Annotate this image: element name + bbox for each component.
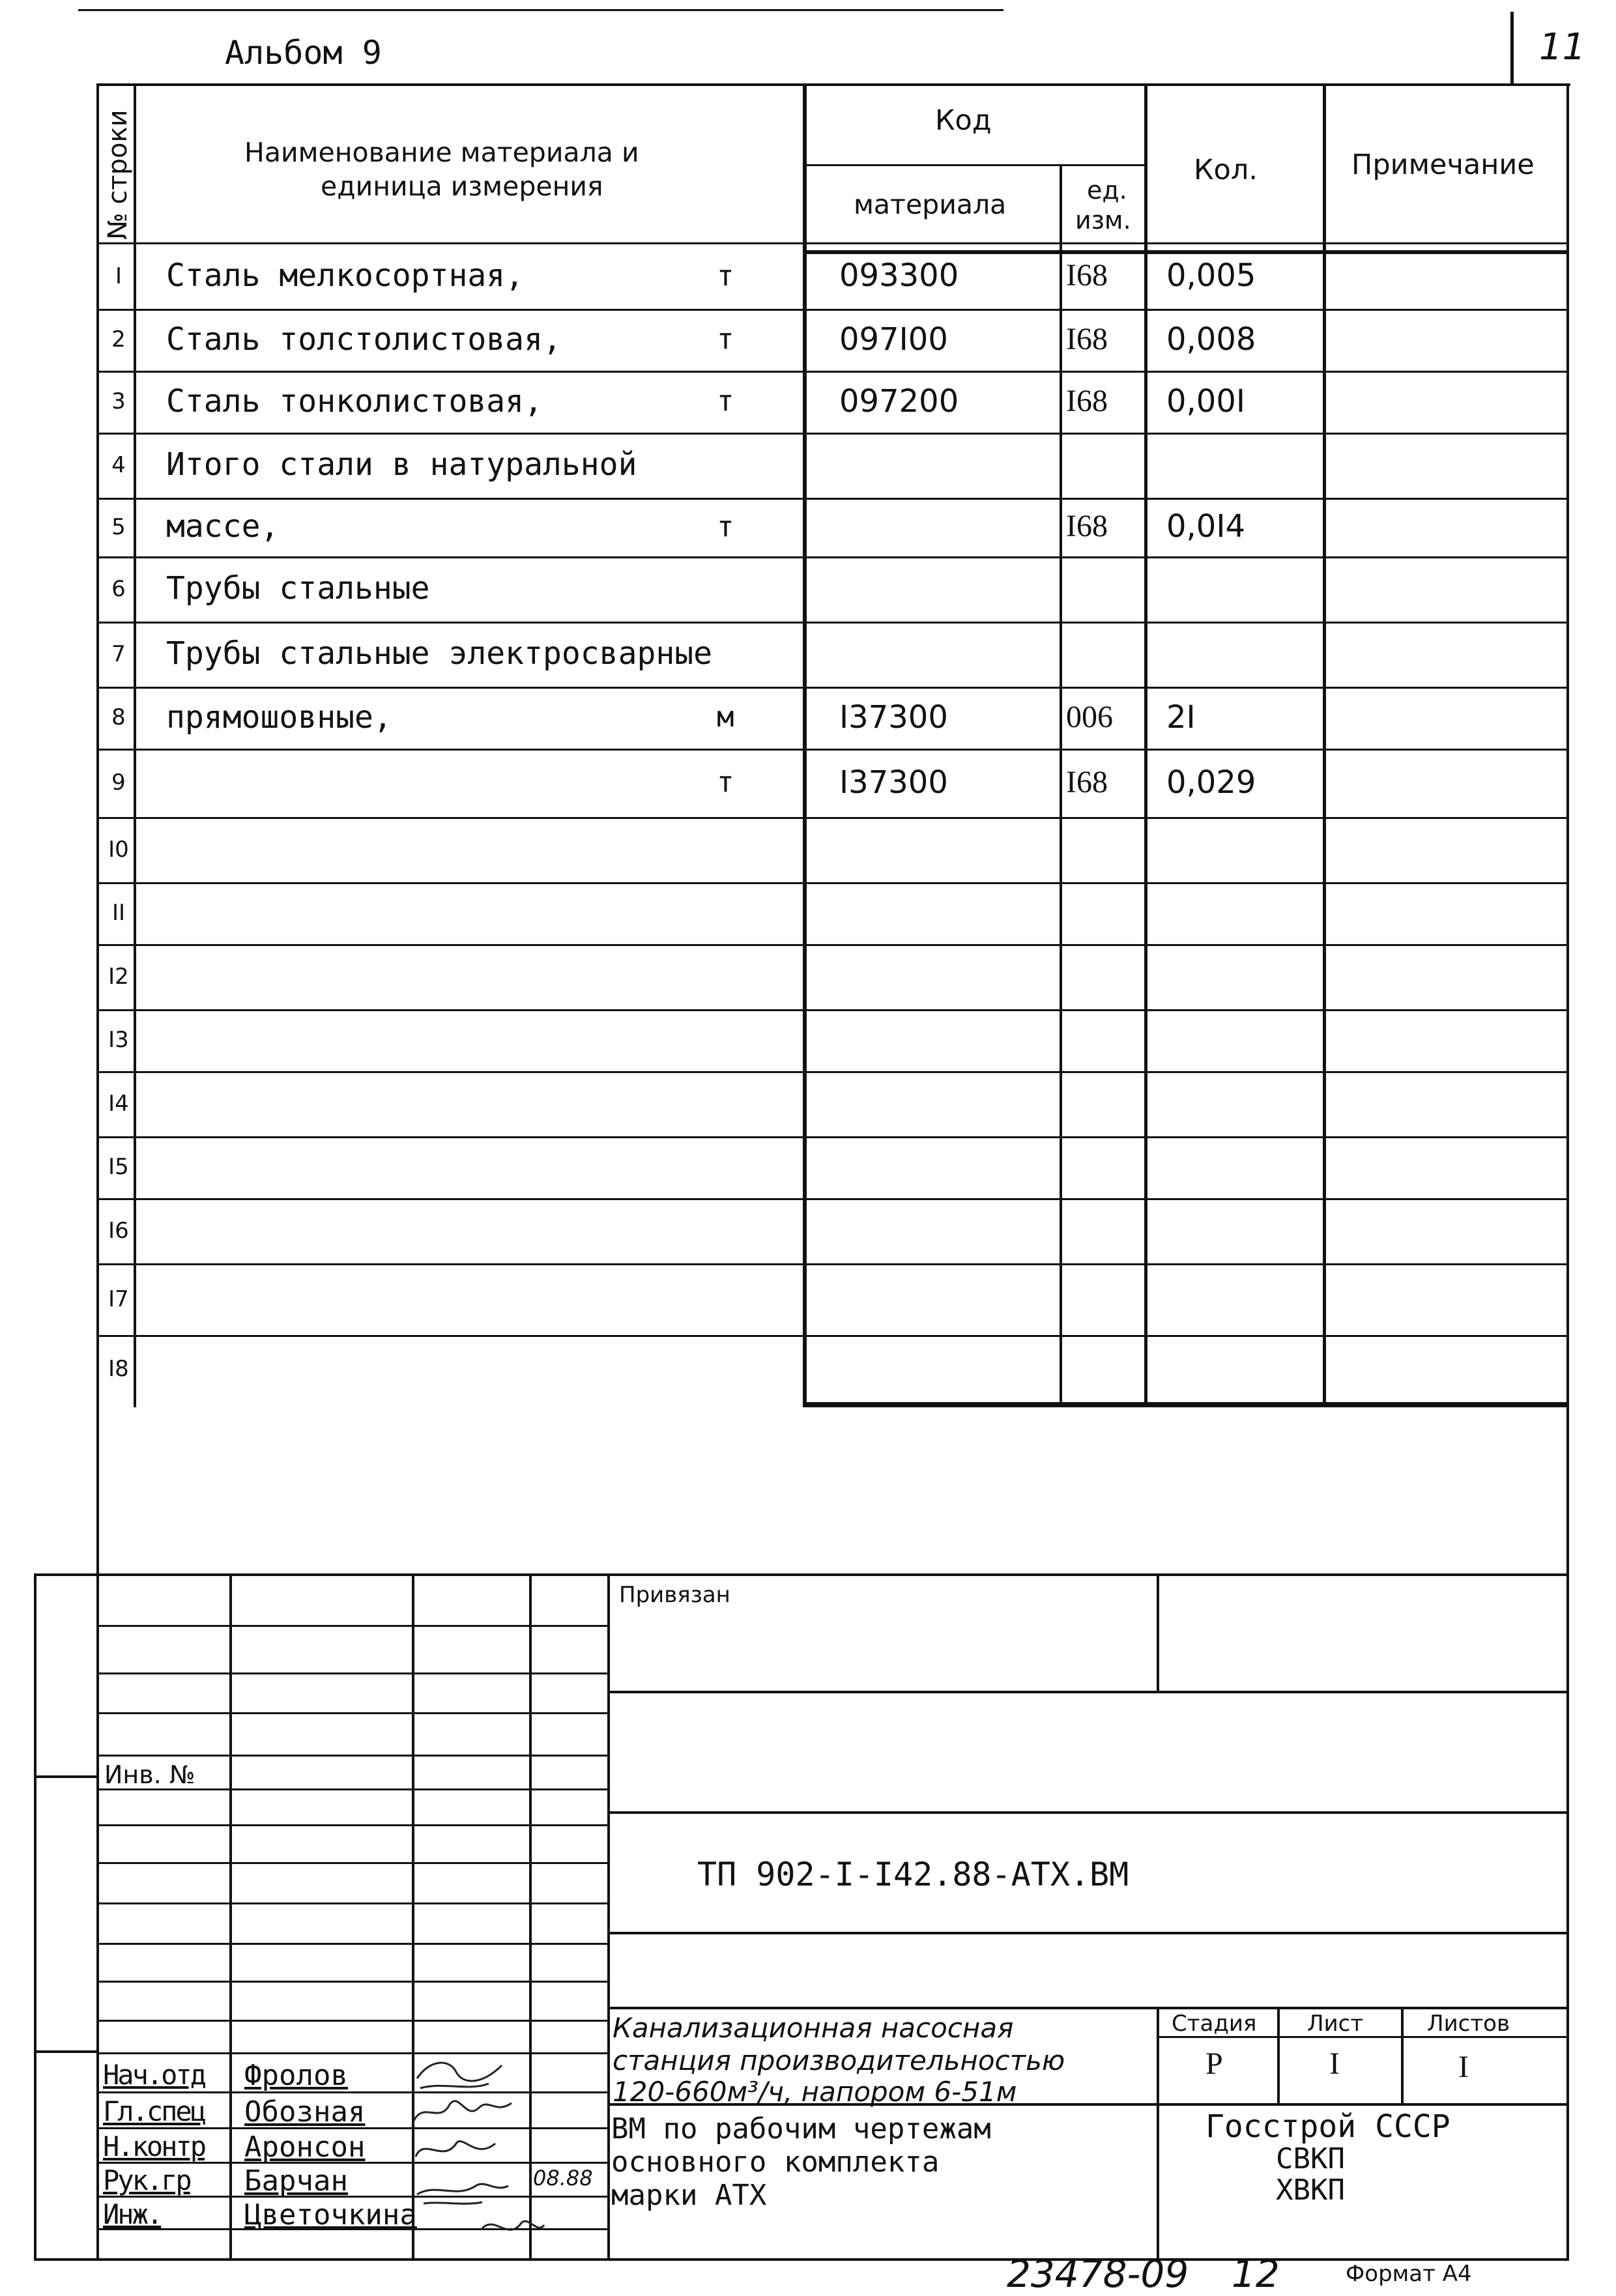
header-code: Код bbox=[935, 104, 992, 137]
row-number: 5 bbox=[111, 513, 126, 540]
sheet-label: Лист bbox=[1307, 2011, 1364, 2037]
sheets-value: I bbox=[1458, 2050, 1469, 2084]
material-name: Трубы стальные bbox=[166, 570, 430, 607]
row-number: I8 bbox=[108, 1356, 129, 1383]
format-label: Формат А4 bbox=[1346, 2261, 1472, 2287]
quantity: 0,0I4 bbox=[1166, 508, 1246, 545]
material-code: 097I00 bbox=[839, 321, 948, 358]
material-code: I37300 bbox=[839, 698, 948, 736]
material-name: массе, bbox=[166, 508, 280, 545]
row-number: 7 bbox=[111, 640, 126, 667]
quantity: 2I bbox=[1166, 698, 1196, 736]
material-code: I37300 bbox=[839, 764, 948, 801]
quantity: 0,005 bbox=[1166, 257, 1256, 294]
linked-label: Привязан bbox=[619, 1582, 730, 1608]
sheet-value: I bbox=[1329, 2046, 1340, 2081]
signer-role: Нач.отд bbox=[103, 2059, 205, 2091]
document-code: ТП 902-I-I42.88-АТХ.ВМ bbox=[697, 1856, 1129, 1893]
org-line-1: Госстрой СССР bbox=[1205, 2108, 1450, 2145]
row-number: I7 bbox=[108, 1285, 129, 1312]
row-number: II bbox=[111, 900, 126, 926]
desc-line-1: ВМ по рабочим чертежам bbox=[611, 2112, 991, 2145]
title-line-2: станция производительностью bbox=[613, 2045, 1065, 2076]
signer-name: Обозная bbox=[244, 2095, 366, 2129]
header-note: Примечание bbox=[1351, 149, 1535, 181]
header-qty: Кол. bbox=[1194, 154, 1258, 186]
signer-role: Рук.гр bbox=[103, 2164, 190, 2196]
desc-line-2: основного комплекта bbox=[611, 2145, 940, 2179]
unit-code: I68 bbox=[1066, 383, 1108, 418]
row-number: 9 bbox=[111, 769, 126, 796]
org-line-3: ХВКП bbox=[1276, 2174, 1345, 2207]
signer-name: Фролов bbox=[244, 2059, 348, 2092]
org-line-2: СВКП bbox=[1276, 2142, 1345, 2175]
stage-label: Стадия bbox=[1172, 2011, 1257, 2037]
inv-label: Инв. № bbox=[104, 1760, 195, 1789]
row-number: I5 bbox=[108, 1154, 129, 1181]
stage-value: Р bbox=[1205, 2046, 1223, 2081]
unit-code: I68 bbox=[1066, 321, 1108, 356]
row-number: I bbox=[115, 263, 123, 289]
unit-code: I68 bbox=[1066, 258, 1108, 293]
header-row-number: № строки bbox=[103, 109, 133, 240]
title-line-1: Канализационная насосная bbox=[613, 2012, 1014, 2044]
material-name: Итого стали в натуральной bbox=[166, 446, 637, 483]
material-name: прямошовные, bbox=[166, 698, 392, 736]
unit-code: I68 bbox=[1066, 509, 1108, 544]
quantity: 0,029 bbox=[1166, 764, 1256, 801]
row-number: I3 bbox=[108, 1027, 129, 1054]
row-number: 6 bbox=[111, 575, 126, 602]
sheets-label: Листов bbox=[1427, 2011, 1510, 2037]
row-number: 8 bbox=[111, 704, 126, 731]
signer-role: Инж. bbox=[103, 2198, 162, 2230]
material-name: Сталь толстолистовая, bbox=[166, 321, 562, 358]
album-label: Альбом 9 bbox=[225, 34, 382, 72]
unit: т bbox=[717, 384, 734, 418]
signer-name: Цветочкина bbox=[244, 2198, 417, 2231]
material-name: Сталь мелкосортная, bbox=[166, 257, 525, 294]
sign-date: 08.88 bbox=[533, 2166, 593, 2190]
signer-name: Аронсон bbox=[244, 2131, 366, 2164]
unit-code: I68 bbox=[1066, 764, 1108, 799]
unit: т bbox=[717, 509, 734, 543]
row-number: I4 bbox=[108, 1090, 129, 1117]
unit: т bbox=[717, 323, 734, 356]
row-number: I2 bbox=[108, 963, 129, 990]
row-number: 3 bbox=[111, 388, 126, 415]
material-name: Сталь тонколистовая, bbox=[166, 382, 543, 420]
signer-name: Барчан bbox=[244, 2164, 348, 2198]
unit: т bbox=[717, 259, 734, 293]
signatures-graphic bbox=[404, 2052, 547, 2254]
header-name-line2: единица измерения bbox=[321, 171, 603, 202]
footer-number: 23478-09 bbox=[1007, 2252, 1189, 2296]
header-code-material: материала bbox=[854, 189, 1007, 220]
material-code: 093300 bbox=[839, 257, 959, 294]
page-number: 11 bbox=[1539, 26, 1586, 68]
quantity: 0,008 bbox=[1166, 321, 1256, 358]
quantity: 0,00I bbox=[1166, 382, 1246, 420]
title-line-3: 120-660м³/ч, напором 6-51м bbox=[613, 2076, 1017, 2108]
unit-code: 006 bbox=[1066, 699, 1113, 734]
unit: м bbox=[717, 700, 734, 734]
header-code-unit-2: изм. bbox=[1075, 206, 1131, 235]
unit: т bbox=[717, 766, 734, 799]
row-number: 2 bbox=[111, 326, 126, 353]
desc-line-3: марки АТХ bbox=[611, 2179, 767, 2212]
header-code-unit-1: ед. bbox=[1087, 176, 1127, 205]
row-number: I0 bbox=[108, 836, 129, 863]
footer-page: 12 bbox=[1232, 2252, 1280, 2296]
material-code: 097200 bbox=[839, 382, 959, 420]
signer-role: Гл.спец bbox=[103, 2095, 205, 2127]
row-number: I6 bbox=[108, 1217, 129, 1244]
signer-role: Н.контр bbox=[103, 2131, 205, 2162]
row-number: 4 bbox=[111, 452, 126, 478]
header-name-line1: Наименование материала и bbox=[244, 137, 639, 168]
material-name: Трубы стальные электросварные bbox=[166, 635, 713, 672]
